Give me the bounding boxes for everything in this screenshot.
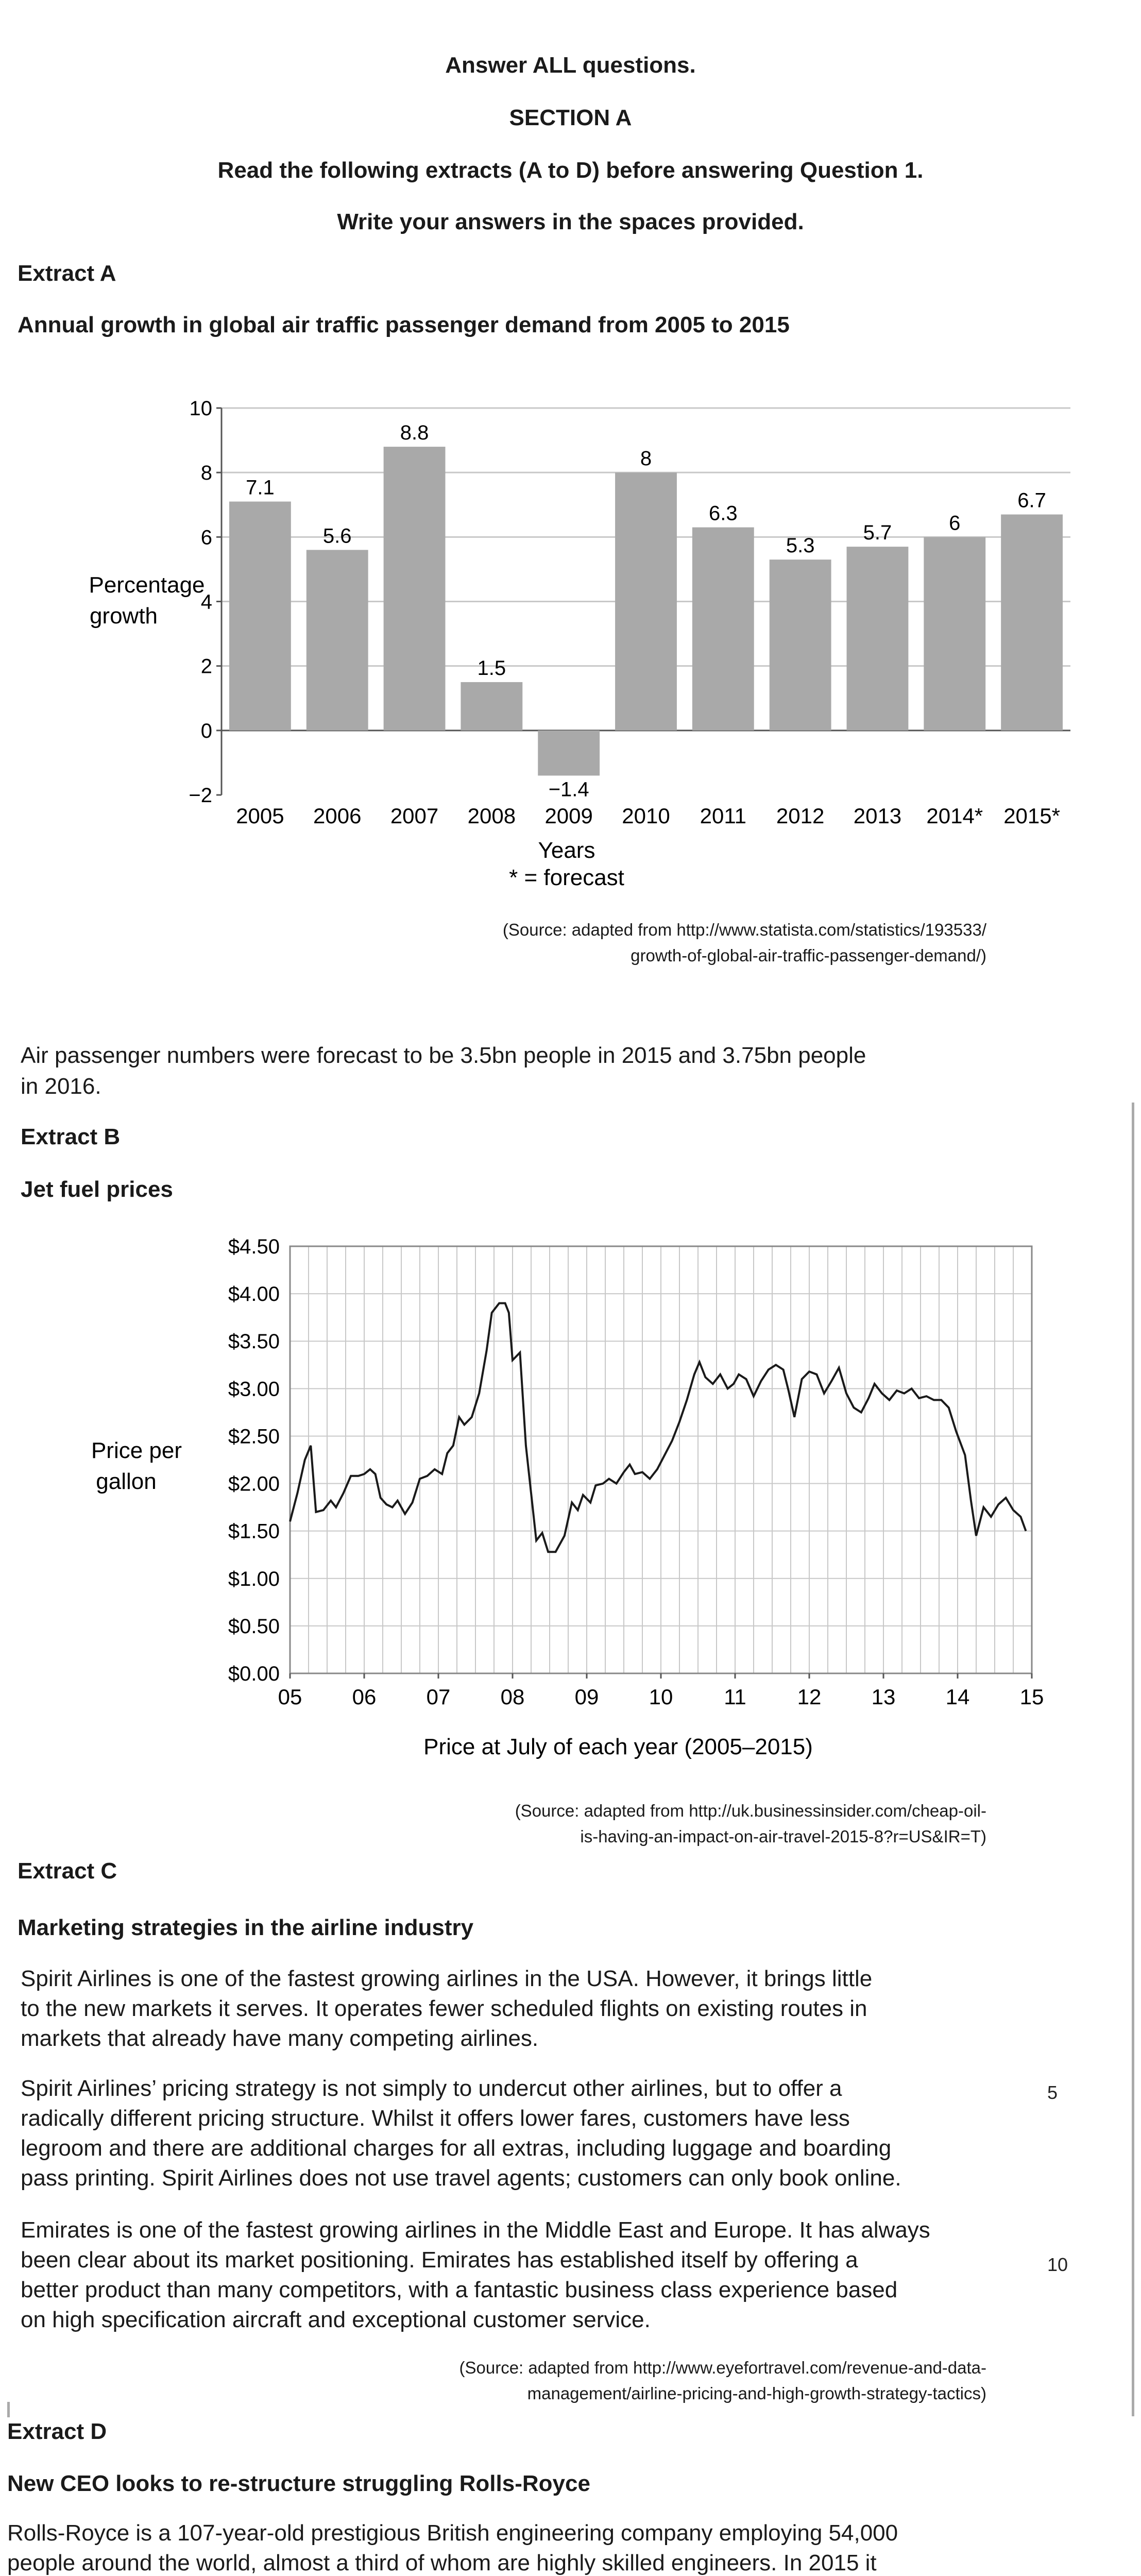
bar-ytick-label: 6 <box>200 526 212 549</box>
bar-2015 <box>1001 515 1063 731</box>
bar-2011 <box>692 528 754 731</box>
air-traffic-bar-chart <box>0 381 1141 896</box>
bar-value-label: 5.3 <box>786 534 815 557</box>
line-ytick-label: $0.50 <box>228 1615 280 1638</box>
bar-2013 <box>847 547 909 731</box>
jet-fuel-price-series <box>290 1303 1026 1552</box>
bar-ytick-label: 10 <box>189 397 212 420</box>
instruction-answer-all: Answer ALL questions. <box>445 53 696 78</box>
bar-chart-ylabel-1: Percentage <box>89 572 205 598</box>
bar-chart-ylabel-2: growth <box>89 603 158 629</box>
line-xtick-label: 05 <box>278 1685 302 1709</box>
extract-c-source-1: (Source: adapted from http://www.eyefortravel.com/revenue-and-data- <box>459 2358 986 2377</box>
bar-category-label: 2014* <box>926 804 983 828</box>
bar-value-label: 8.8 <box>400 421 429 445</box>
bar-value-label: 6.3 <box>709 502 738 525</box>
extract-b-source-2: is-having-an-impact-on-air-travel-2015-8?r=US&IR=T) <box>580 1827 986 1846</box>
bar-value-label: −1.4 <box>548 778 589 801</box>
bar-ytick-label: 8 <box>200 462 212 485</box>
bar-category-label: 2007 <box>390 804 439 828</box>
bar-2006 <box>306 550 368 730</box>
line-chart-ylabel-1: Price per <box>91 1438 182 1463</box>
line-ytick-label: $0.00 <box>228 1663 280 1685</box>
jet-fuel-line-chart <box>0 1231 1141 1777</box>
extract-a-note-1: Air passenger numbers were forecast to be 3.5bn people in 2015 and 3.75bn people <box>21 1043 866 1068</box>
bar-value-label: 1.5 <box>477 656 506 680</box>
line-xtick-label: 07 <box>426 1685 451 1709</box>
instruction-write-answers: Write your answers in the spaces provided. <box>337 209 804 234</box>
instruction-read-extracts: Read the following extracts (A to D) before answering Question 1. <box>217 158 924 183</box>
line-ytick-label: $3.50 <box>228 1330 280 1353</box>
bar-category-label: 2013 <box>853 804 902 828</box>
bar-2009 <box>538 731 600 776</box>
extract-b-label: Extract B <box>21 1124 121 1149</box>
extract-d-label: Extract D <box>7 2419 107 2444</box>
bar-category-label: 2015* <box>1003 804 1060 828</box>
line-ytick-label: $3.00 <box>228 1378 280 1401</box>
bar-chart-forecast-note: * = forecast <box>509 865 624 890</box>
bar-category-label: 2006 <box>313 804 362 828</box>
bar-2012 <box>770 560 831 731</box>
bar-value-label: 7.1 <box>246 476 275 499</box>
bar-2005 <box>229 501 291 730</box>
bar-ytick-label: 2 <box>200 655 212 678</box>
extract-c-paragraph-2: Spirit Airlines’ pricing strategy is not simply to undercut other airlines, but to offer a radically different pricing structure. Whilst it offers lower fares, customers have less legroom and there are additional charges for all extras, including luggage and boarding pass printing. Spirit Airlines does not use travel agents; customers can only book online. <box>21 2076 901 2191</box>
extract-a-source-1: (Source: adapted from http://www.statista.com/statistics/193533/ <box>502 920 986 939</box>
bar-category-label: 2012 <box>776 804 825 828</box>
line-xtick-label: 11 <box>724 1685 746 1709</box>
bar-category-label: 2009 <box>544 804 593 828</box>
bar-ytick-label: −2 <box>189 784 212 807</box>
extract-a-title: Annual growth in global air traffic passenger demand from 2005 to 2015 <box>18 312 790 337</box>
bar-chart-xlabel: Years <box>538 838 595 863</box>
extract-d-paragraph-1: Rolls-Royce is a 107-year-old prestigious British engineering company employing 54,000 people around the world, almost a third of whom are highly skilled engineers. In 2015 it <box>7 2520 898 2575</box>
line-chart-ylabel-2: gallon <box>96 1469 157 1494</box>
bar-2010 <box>615 472 677 731</box>
line-xtick-label: 08 <box>500 1685 525 1709</box>
line-ytick-label: $1.50 <box>228 1520 280 1543</box>
line-ytick-label: $4.00 <box>228 1283 280 1306</box>
bar-ytick-label: 4 <box>200 590 212 614</box>
line-xtick-label: 15 <box>1019 1685 1044 1709</box>
extract-a-source-2: growth-of-global-air-traffic-passenger-demand/) <box>631 946 986 965</box>
extract-a-note-2: in 2016. <box>21 1074 101 1099</box>
bar-value-label: 6.7 <box>1017 489 1046 512</box>
extract-d-title: New CEO looks to re-structure struggling Rolls-Royce <box>7 2471 590 2496</box>
line-xtick-label: 13 <box>871 1685 896 1709</box>
bar-category-label: 2008 <box>467 804 516 828</box>
extract-c-label: Extract C <box>18 1858 117 1884</box>
line-xtick-label: 14 <box>945 1685 970 1709</box>
extract-b-source-1: (Source: adapted from http://uk.businessinsider.com/cheap-oil- <box>515 1801 986 1820</box>
extract-c-line-number-10: 10 <box>1047 2254 1068 2275</box>
bar-category-label: 2011 <box>700 804 746 828</box>
extract-c-line-number-5: 5 <box>1047 2082 1058 2103</box>
bar-2008 <box>461 682 522 731</box>
bar-2014 <box>924 537 985 731</box>
line-ytick-label: $2.50 <box>228 1425 280 1448</box>
extract-c-source-2: management/airline-pricing-and-high-growth-strategy-tactics) <box>527 2384 986 2403</box>
line-xtick-label: 10 <box>649 1685 673 1709</box>
extract-a-label: Extract A <box>18 261 116 286</box>
bar-value-label: 6 <box>949 512 961 535</box>
bar-value-label: 5.6 <box>322 524 352 548</box>
extract-b-title: Jet fuel prices <box>21 1177 173 1202</box>
line-ytick-label: $2.00 <box>228 1472 280 1496</box>
line-xtick-label: 06 <box>352 1685 377 1709</box>
bar-category-label: 2010 <box>622 804 670 828</box>
line-ytick-label: $1.00 <box>228 1567 280 1590</box>
line-ytick-label: $4.50 <box>228 1235 280 1258</box>
extract-c-paragraph-1: Spirit Airlines is one of the fastest growing airlines in the USA. However, it brings little to the new markets it serves. It operates fewer scheduled flights on existing routes in markets that already have many competing airlines. <box>21 1966 873 2051</box>
section-heading: SECTION A <box>509 105 632 130</box>
line-xtick-label: 12 <box>797 1685 822 1709</box>
bar-2007 <box>384 447 446 731</box>
line-xtick-label: 09 <box>574 1685 599 1709</box>
page-border-left <box>7 2402 10 2417</box>
bar-ytick-label: 0 <box>200 719 212 742</box>
line-chart-xlabel: Price at July of each year (2005–2015) <box>423 1734 813 1759</box>
bar-value-label: 5.7 <box>863 521 892 545</box>
extract-c-paragraph-3: Emirates is one of the fastest growing airlines in the Middle East and Europe. It has always been clear about its market positioning. Emirates has established itself by offering a better product than many competitors, with a fantastic business class experience based on high specification aircraft and exceptional customer service. <box>21 2217 930 2332</box>
extract-c-title: Marketing strategies in the airline industry <box>18 1915 474 1940</box>
bar-value-label: 8 <box>640 447 652 470</box>
bar-category-label: 2005 <box>236 804 284 828</box>
